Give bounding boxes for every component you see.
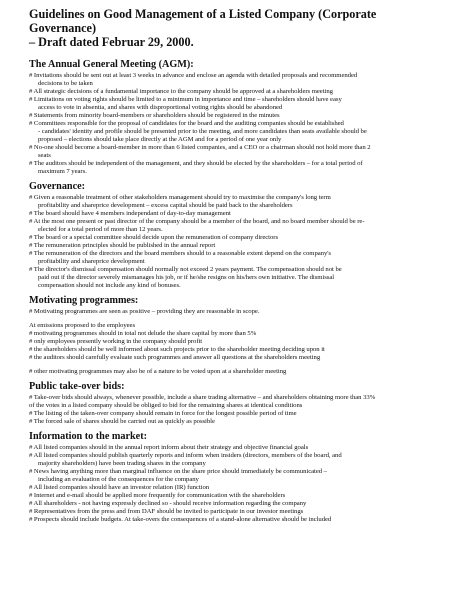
bullet-line: # The board should have 4 members independant of day-to-day management — [29, 210, 231, 217]
bullet-line: elected for a total period of more than 12 years. — [38, 226, 163, 233]
bullet-line: # News having anything more than marginal influence on the share price should immediately be communicated – — [29, 468, 327, 475]
bullet-line: maximum 7 years. — [38, 168, 87, 175]
bullet-line: # Committees responsible for the proposal of candidates for the board and the auditing companies should be established — [29, 120, 344, 127]
section-heading: Motivating programmes: — [29, 295, 139, 306]
title-line: Guidelines on Good Management of a Listed Company (Corporate Governance) — [29, 7, 377, 35]
bullet-line: # Invitations should be sent out at least 3 weeks in advance and enclose an agenda with detailed proposals and recommended — [29, 72, 358, 79]
bullet-line: # The auditors should be independent of the management, and they should be elected by the shareholders – for a total period of — [29, 160, 363, 167]
section — [29, 59, 446, 176]
bullet-line: - candidates' identity and profile should be presented prior to the meeting, and more candidates than seats available should be — [38, 128, 367, 135]
bullet-line: # Statements from minority board-members or shareholders should be registered in the minutes — [29, 112, 280, 119]
bullet-line: seats — [38, 152, 51, 159]
bullet-line: including an evaluation of the consequences for the company — [38, 476, 199, 483]
bullet-line: # The remuneration of the directors and the board members should to a reasonable extent depend on the company's — [29, 250, 331, 257]
bullet-line: # The board or a special committee should decide upon the remuneration of company directors — [29, 234, 278, 241]
bullet-line: # All listed companies should have an investor relation (IR) function — [29, 484, 210, 491]
bullet-line: # Prospects should include budgets. At take-overs the consequences of a stand-alone alternative should be included — [29, 516, 332, 523]
bullet-line: # only employees presently working in the company should profit — [29, 338, 203, 345]
section-heading: Information to the market: — [29, 431, 147, 442]
bullet-line: # The director's dismissal compensation should normally not exceed 2 years payment. The compensation should not be — [29, 266, 342, 273]
title-line: – Draft dated Februar 29, 2000. — [29, 35, 194, 49]
bullet-line: # Take-over bids should always, whenever possible, include a share trading alternative – and shareholders obtaining more than 33% — [29, 394, 376, 401]
bullet-line: # Representatives from the press and from DAF should be invited to participate in our investor meetings — [29, 508, 304, 515]
bullet-line: decisions to be taken — [38, 80, 93, 87]
bullet-line: # The forced sale of shares should be carried out as quickly as possible — [29, 418, 215, 425]
bullet-line: # All listed companies should publish quarterly reports and inform when insiders (directors, members of the board, and — [29, 452, 342, 459]
bullet-line: # At the most one present or past director of the company should be a member of the board, and no board member should be re- — [29, 218, 365, 225]
section-heading: The Annual General Meeting (AGM): — [29, 59, 194, 70]
bullet-line: majority shareholders) have been trading shares in the company — [38, 460, 206, 467]
bullet-line: access to vote in absentia, and shares with disproportional voting rights should be abandoned — [38, 104, 283, 111]
bullet-line: # No-one should become a board-member in more than 6 listed companies, and a CEO or a chairman should not hold more than 2 — [29, 144, 371, 151]
bullet-line: # Internet and e-mail should be applied more frequently for communication with the shareholders — [29, 492, 286, 499]
section — [29, 295, 446, 376]
bullet-line: At emissions proposed to the employees — [29, 322, 136, 329]
bullet-line: # All listed companies should in the annual report inform about their strategy and objective financial goals — [29, 444, 309, 451]
bullet-line: # All shareholders - not having expressly declined so - should receive information regarding the company — [29, 500, 307, 507]
section-heading: Public take-over bids: — [29, 381, 125, 392]
bullet-line: # the auditors should carefully evaluate such programmes and answer all questions at the shareholders meeting — [29, 354, 321, 361]
bullet-line: compensation should not include any kind of bonuses. — [38, 282, 181, 289]
bullet-line: paid out if the director severely mismanages his job, or if he/she resigns on his/hers own initiative. The dismissal — [38, 274, 335, 281]
section-heading: Governance: — [29, 181, 86, 192]
bullet-line: # Given a reasonable treatment of other stakeholders management should try to maximise the company's long term — [29, 194, 331, 201]
section — [29, 431, 446, 524]
section — [29, 181, 446, 290]
document-body — [29, 59, 446, 524]
bullet-line: # All strategic decisions of a fundamental importance to the company should be approved at a shareholders meeting — [29, 88, 333, 95]
bullet-line: profitability and shareprice development — [38, 258, 145, 265]
bullet-line: # the shareholders should be well informed about such projects prior to the shareholder meeting deciding upon it — [29, 346, 325, 353]
bullet-line: profitability and shareprice development – excess capital should be paid back to the shareholders — [38, 202, 293, 209]
bullet-line: # Motivating programmes are seen as positive – providing they are reasonable in scope. — [29, 308, 260, 315]
bullet-line: # The remuneration principles should be published in the annual report — [29, 242, 216, 249]
bullet-line: # The listing of the taken-over company should remain in force for the longest possible period of time — [29, 410, 297, 417]
bullet-line: # motivating programmes should in total not delude the share capital by more than 5% — [29, 330, 257, 337]
bullet-line: proposed – elections should take place directly at the AGM and for a period of one year only — [38, 136, 282, 143]
bullet-line: of the votes in a listed company should be obliged to bid for the remaining shares at identical conditions — [29, 402, 303, 409]
document-title — [29, 7, 446, 49]
section — [29, 381, 446, 426]
bullet-line: # other motivating programmes may also be of a nature to be voted upon at a shareholder meeting — [29, 368, 287, 375]
bullet-line: # Limitations on voting rights should be limited to a minimum in importance and time – shareholders should have easy — [29, 96, 342, 103]
